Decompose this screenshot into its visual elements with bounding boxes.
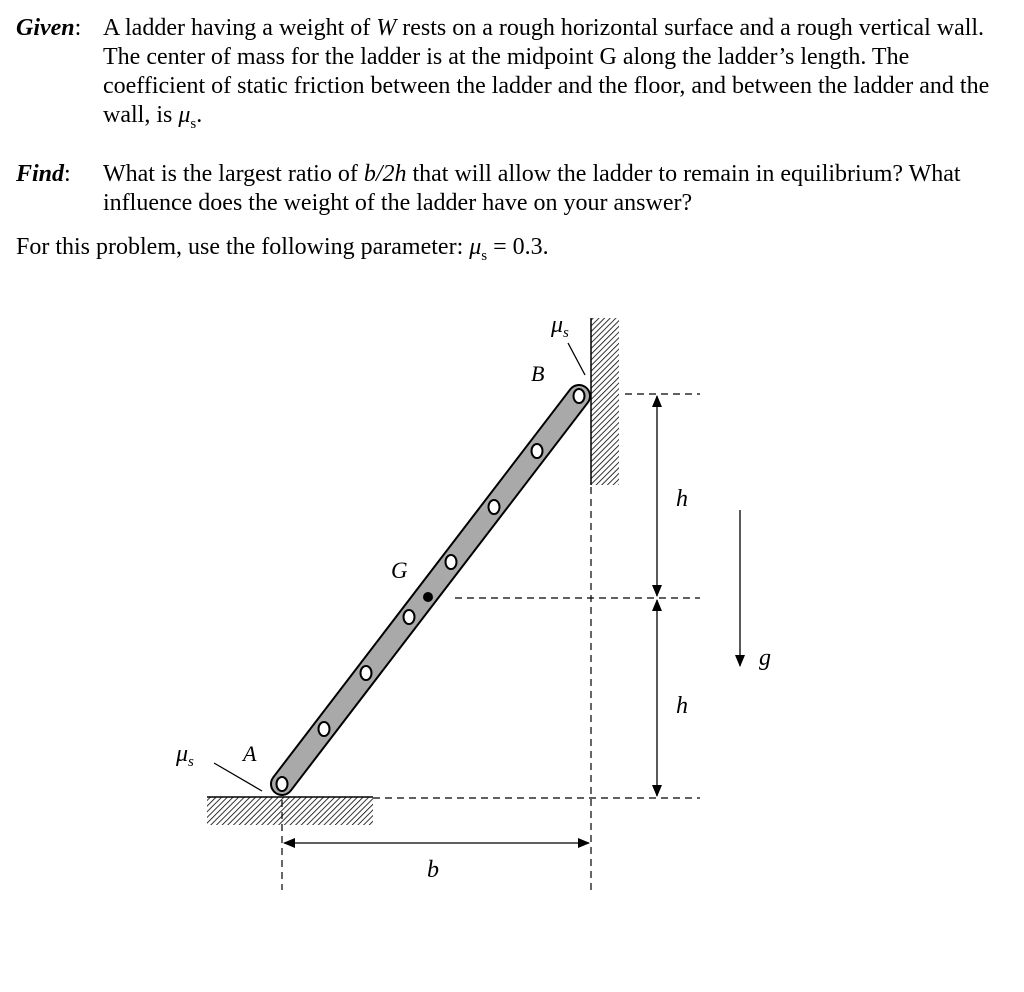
parameter-line: For this problem, use the following parameter: $\mu_s = 0.3$. [16,234,549,264]
find-label: Find: [16,161,71,187]
ladder-rung [489,500,500,514]
center-of-mass-dot [423,592,433,602]
param-value: = 0.3. [493,234,549,260]
ladder-rung [277,777,288,791]
ladder-rung [574,389,585,403]
b-label: b [427,857,439,883]
ratio-symbol: b/2h [363,161,407,187]
point-b-label: B [531,361,545,386]
ladder-rung [319,722,330,736]
weight-symbol: W [376,15,397,41]
mu-bottom-label: $\mu_s$ [176,741,194,770]
ladder-rung [361,666,372,680]
mu-pointer-bottom [214,763,262,791]
point-a-label: A [243,741,257,766]
mu-pointer-top [568,343,585,375]
ladder-rung [446,555,457,569]
ladder-rung [404,610,415,624]
ladder-rung [532,444,543,458]
given-label: Given: [16,15,82,41]
given-text: A ladder having a weight of W rests on a rough horizontal surface and a rough vertical wall. The center of mass for the ladder is at the midpoint G along the ladder’s length. The coefficient of static friction between the ladder and the floor, and between the ladder and the wall, is $\mu_s$. [103,15,990,132]
h-upper-label: h [676,486,688,512]
floor-hatch [207,797,373,825]
point-g-label: G [391,558,408,583]
wall-hatch [591,318,619,485]
mu-symbol: μ [178,102,191,128]
mu-top-label: $\mu_s$ [551,312,569,341]
g-label: g [759,645,771,671]
param-mu-symbol: μ [469,234,482,260]
find-text: What is the largest ratio of b/2h that will allow the ladder to remain in equilibrium? What influence does the weight of the ladder have on your answer? [103,161,961,216]
h-lower-label: h [676,693,688,719]
